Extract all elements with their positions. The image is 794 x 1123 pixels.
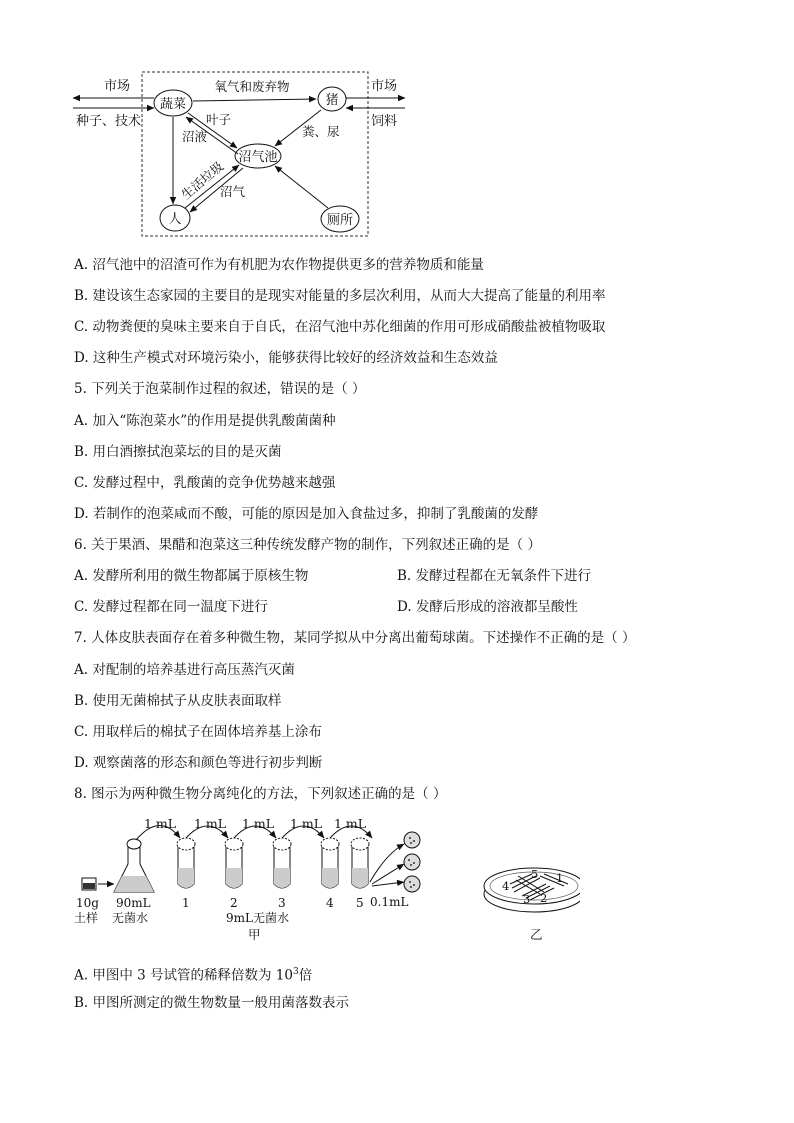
tube-3-label: 3: [278, 896, 286, 910]
tube-1-label: 1: [182, 896, 190, 910]
soil-amount-label: 10g: [76, 896, 99, 910]
transfer-label-1: 1 mL: [194, 816, 227, 831]
market-left-label: 市场: [104, 79, 131, 94]
biogas-slurry-label: 沼液: [182, 129, 208, 144]
streak-label-3: 3: [523, 892, 531, 906]
arrow-toilet-to-pool: [275, 166, 328, 208]
q6-option-a: A. 发酵所利用的微生物都属于原核生物: [74, 568, 309, 584]
q4-option-c: C. 动物粪便的臭味主要来自于自氏，在沼气池中苏化细菌的作用可形成硝酸盐被植物吸取: [74, 319, 606, 335]
test-tube-4: [321, 838, 339, 888]
q5-stem: 5. 下列关于泡菜制作过程的叙述，错误的是（ ）: [74, 381, 366, 397]
q5-option-a: A. 加入“陈泡菜水”的作用是提供乳酸菌菌种: [74, 413, 336, 429]
transfer-label-3: 1 mL: [290, 816, 323, 831]
q6-option-c: C. 发酵过程都在同一温度下进行: [74, 599, 268, 615]
water-label: 无菌水: [112, 911, 149, 925]
test-tube-2: [225, 838, 243, 888]
transfer-label-0: 1 mL: [144, 816, 177, 831]
soil-sample: [83, 883, 95, 889]
feed-label: 饲料: [371, 114, 398, 129]
q4-option-d: D. 这种生产模式对环境污染小，能够获得比较好的经济效益和生态效益: [74, 350, 498, 366]
q8-option-b: B. 甲图所测定的微生物数量一般用菌落数表示: [74, 995, 350, 1011]
q7-option-c: C. 用取样后的棉拭子在固体培养基上涂布: [74, 724, 322, 740]
plate-amount-label: 0.1mL: [370, 895, 409, 909]
manure-label: 粪、尿: [302, 124, 340, 139]
q7-option-d: D. 观察菌落的形态和颜色等进行初步判断: [74, 755, 323, 771]
test-tube-3: [273, 838, 291, 888]
q8-option-a-suffix: 倍: [298, 967, 313, 984]
arrow-vegetables-to-pig: [193, 99, 316, 101]
q8-option-a-exponent: 3: [292, 967, 299, 977]
figure-yi-label: 乙: [530, 927, 543, 942]
culture-plate-1: [404, 832, 420, 848]
arrow-to-plate-3: [372, 882, 404, 886]
q6-option-b: B. 发酵过程都在无氧条件下进行: [397, 568, 592, 584]
tube-water-label: 9mL无菌水: [226, 911, 289, 925]
test-tube-1: [177, 838, 195, 888]
water-amount-label: 90mL: [116, 896, 151, 910]
market-right-label: 市场: [371, 79, 398, 94]
toilet-label: 厕所: [326, 213, 354, 228]
streak-label-5: 5: [531, 867, 539, 881]
transfer-label-4: 1 mL: [334, 816, 367, 831]
biogas-pool-label: 沼气池: [238, 150, 278, 165]
vegetables-label: 蔬菜: [159, 97, 187, 112]
leaves-label: 叶子: [206, 112, 232, 127]
q5-option-d: D. 若制作的泡菜咸而不酸，可能的原因是加入食盐过多，抑制了乳酸菌的发酵: [74, 506, 539, 522]
q7-option-a: A. 对配制的培养基进行高压蒸汽灭菌: [74, 662, 295, 678]
biogas-label: 沼气: [220, 184, 246, 199]
q8-stem: 8. 图示为两种微生物分离纯化的方法，下列叙述正确的是（ ）: [74, 786, 447, 802]
q6-option-d: D. 发酵后形成的溶液都呈酸性: [397, 599, 578, 615]
q7-option-b: B. 使用无菌棉拭子从皮肤表面取样: [74, 693, 282, 709]
flask-stopper: [127, 839, 141, 849]
tube-4-label: 4: [326, 896, 334, 910]
streak-label-4: 4: [502, 879, 510, 893]
arrow-to-plate-2: [372, 864, 404, 884]
q5-option-c: C. 发酵过程中，乳酸菌的竞争优势越来越强: [74, 475, 336, 491]
ecology-diagram: [70, 64, 410, 244]
streak-label-1: 1: [556, 871, 564, 885]
domestic-waste-label: 生活垃圾: [178, 158, 227, 203]
q7-stem: 7. 人体皮肤表面存在着多种微生物，某同学拟从中分离出葡萄球菌。下述操作不正确的是（ ）: [74, 630, 636, 646]
q8-option-a-text: A. 甲图中 3 号试管的稀释倍数为 10: [74, 967, 293, 984]
soil-label: 土样: [74, 911, 99, 925]
tube-5-label: 5: [356, 896, 364, 910]
transfer-label-2: 1 mL: [242, 816, 275, 831]
arrow-to-plate-1: [370, 844, 404, 882]
q4-option-b: B. 建设该生态家园的主要目的是现实对能量的多层次利用，从而大大提高了能量的利用率: [74, 288, 606, 304]
dilution-diagram: [70, 812, 580, 952]
q6-stem: 6. 关于果酒、果醋和泡菜这三种传统发酵产物的制作，下列叙述正确的是（ ）: [74, 537, 541, 553]
q4-option-a: A. 沼气池中的沼渣可作为有机肥为农作物提供更多的营养物质和能量: [74, 257, 484, 273]
oxygen-waste-label: 氧气和废弃物: [214, 79, 290, 94]
figure-jia-label: 甲: [248, 927, 261, 942]
tube-2-label: 2: [230, 896, 238, 910]
culture-plate-3: [404, 876, 420, 892]
q8-option-a: [74, 963, 312, 985]
person-label: 人: [168, 212, 182, 227]
test-tube-5: [351, 838, 369, 888]
flask-liquid: [114, 876, 154, 892]
seeds-tech-label: 种子、技术: [76, 114, 142, 129]
culture-plate-2: [404, 854, 420, 870]
q5-option-b: B. 用白酒擦拭泡菜坛的目的是灭菌: [74, 444, 282, 460]
pig-label: 猪: [325, 93, 339, 108]
streak-label-2: 2: [540, 891, 548, 905]
